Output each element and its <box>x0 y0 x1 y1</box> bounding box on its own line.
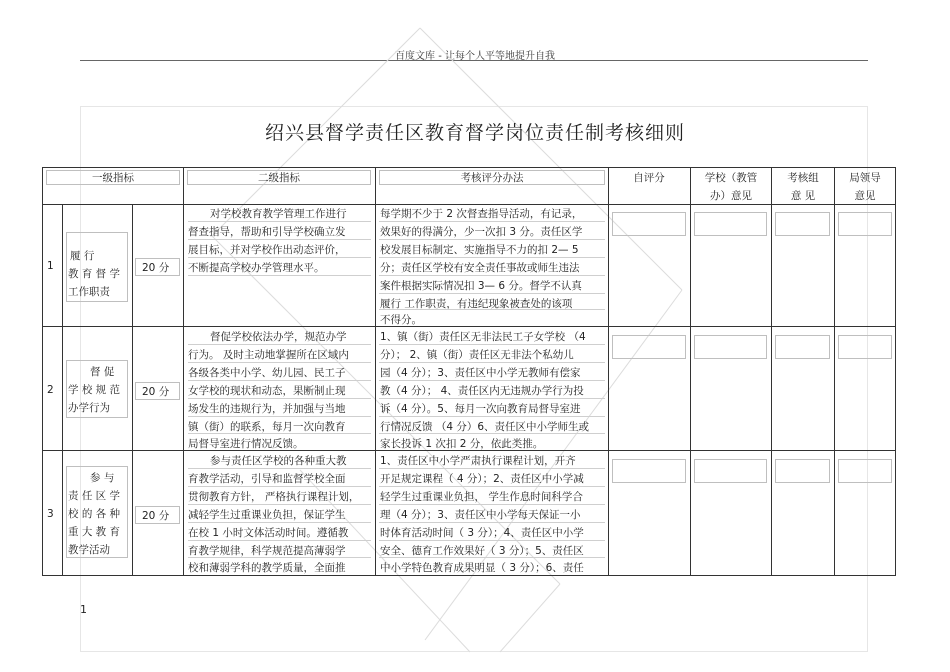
col-divider-self <box>608 167 609 575</box>
underline <box>188 275 371 276</box>
method-line: 每学期不少于 2 次督查指导活动，有记录， <box>380 208 583 220</box>
method-line: 1、责任区中小学严肃执行课程计划，开齐 <box>380 455 576 467</box>
level2-line: 镇（街）的联系，每月一次向教育 <box>188 421 346 433</box>
row-name-line: 责 任 区 学 <box>68 490 121 502</box>
school-opinion-field[interactable] <box>694 459 767 483</box>
underline <box>188 522 371 523</box>
underline <box>379 275 605 276</box>
header-self: 自评分 <box>633 172 665 184</box>
header-group-line1: 考核组 <box>787 172 819 184</box>
self-score-field[interactable] <box>612 335 686 359</box>
leader-opinion-field[interactable] <box>838 335 892 359</box>
col-divider-level2 <box>183 167 184 575</box>
underline <box>188 416 371 417</box>
level2-line: 各级各类中小学、幼儿园、民工子 <box>188 367 346 379</box>
method-line: 分；责任区学校有安全责任事故或师生违法 <box>380 262 580 274</box>
row-name-line: 履 行 <box>70 250 95 262</box>
row1-bottom-border <box>42 326 896 327</box>
method-line: 行情况反馈 （4 分）6、责任区中小学师生或 <box>380 421 590 433</box>
underline <box>188 557 371 558</box>
level2-line: 督查指导，帮助和引导学校确立发 <box>188 226 346 238</box>
group-opinion-field[interactable] <box>775 335 830 359</box>
header-leader-line2: 意见 <box>854 190 876 202</box>
level2-line: 参与责任区学校的各种重大教 <box>210 455 347 467</box>
row-name-line: 教 育 督 学 <box>68 268 121 280</box>
level2-line: 局督导室进行情况反馈。 <box>188 438 304 450</box>
header-leader-line1: 局领导 <box>849 172 881 184</box>
header-bottom-border <box>42 204 896 205</box>
level2-line: 行为。 及时主动地掌握所在区域内 <box>188 349 349 361</box>
row-name-line: 参 与 <box>90 472 115 484</box>
row-name-line: 学 校 规 范 <box>68 384 121 396</box>
row-name-line: 校 的 各 种 <box>68 508 121 520</box>
method-line: 校发展目标制定、实施指导不力的扣 2— 5 <box>380 244 579 256</box>
underline <box>379 504 605 505</box>
self-score-field[interactable] <box>612 459 686 483</box>
level2-line: 在校 1 小时文体活动时间。遵循教 <box>188 527 349 539</box>
underline <box>188 540 371 541</box>
underline <box>379 468 605 469</box>
underline <box>379 344 605 345</box>
group-opinion-field[interactable] <box>775 459 830 483</box>
page-number: 1 <box>80 603 87 616</box>
table-left-border <box>42 167 43 575</box>
level2-line: 校和薄弱学科的教学质量，全面推 <box>188 562 346 574</box>
row-name-line: 办学行为 <box>68 402 110 414</box>
underline <box>188 344 371 345</box>
header-rule <box>80 60 868 61</box>
table-right-border <box>895 167 896 575</box>
row-name-line: 教学活动 <box>68 544 110 556</box>
underline <box>379 221 605 222</box>
underline <box>188 433 371 434</box>
level2-line: 育教学规律，科学规范提高薄弱学 <box>188 545 346 557</box>
underline <box>379 239 605 240</box>
table-bottom-border <box>42 575 896 576</box>
level2-line: 场发生的违规行为，并加强与当地 <box>188 403 346 415</box>
level2-line: 对学校教育教学管理工作进行 <box>210 208 347 220</box>
underline <box>379 398 605 399</box>
underline <box>379 293 605 294</box>
underline <box>188 486 371 487</box>
underline <box>379 486 605 487</box>
school-opinion-field[interactable] <box>694 212 767 236</box>
method-line: 1、镇（街）责任区无非法民工子女学校 （4 <box>380 331 586 343</box>
group-opinion-field[interactable] <box>775 212 830 236</box>
level2-line: 不断提高学校办学管理水平。 <box>188 262 325 274</box>
col-divider-score <box>132 204 133 575</box>
header-method: 考核评分办法 <box>460 172 524 184</box>
col-divider-school <box>690 167 691 575</box>
method-line: 安全、德育工作效果好（ 3 分）；5、责任区 <box>380 545 584 557</box>
underline <box>379 522 605 523</box>
underline <box>379 362 605 363</box>
row-score: 20 分 <box>142 262 170 274</box>
self-score-field[interactable] <box>612 212 686 236</box>
row-number: 1 <box>47 260 54 272</box>
row-score: 20 分 <box>142 386 170 398</box>
school-opinion-field[interactable] <box>694 335 767 359</box>
underline <box>379 309 605 310</box>
underline <box>188 398 371 399</box>
underline <box>188 239 371 240</box>
row-name-line: 督 促 <box>90 366 115 378</box>
method-line: 轻学生过重课业负担， 学生作息时间科学合 <box>380 491 583 503</box>
underline <box>188 362 371 363</box>
method-line: 中小学特色教育成果明显（ 3 分）；6、责任 <box>380 562 584 574</box>
header-school-line2: 办）意见 <box>710 190 752 202</box>
col-divider-leader <box>834 167 835 575</box>
method-line: 案件根据实际情况扣 3— 6 分。督学不认真 <box>380 280 582 292</box>
level2-line: 育教学活动，引导和监督学校全面 <box>188 473 346 485</box>
method-line: 诉（4 分）。5、每月一次向教育局督导室进 <box>380 403 581 415</box>
method-line: 家长投诉 1 次扣 2 分，依此类推。 <box>380 438 544 450</box>
page-header-text: 百度文库 - 让每个人平等地提升自我 <box>395 51 555 62</box>
col-divider-number <box>62 204 63 575</box>
col-divider-method <box>375 167 376 575</box>
underline <box>379 257 605 258</box>
method-line: 理（4 分）；3、责任区中小学每天保证一小 <box>380 509 581 521</box>
underline <box>188 257 371 258</box>
document-title: 绍兴县督学责任区教育督学岗位责任制考核细则 <box>264 122 685 144</box>
method-line: 不得分。 <box>380 314 422 326</box>
method-line: 教（4 分）； 4、责任区内无违规办学行为投 <box>380 385 584 397</box>
underline <box>379 380 605 381</box>
method-line: 开足规定课程（ 4 分）；2、责任区中小学减 <box>380 473 584 485</box>
underline <box>379 557 605 558</box>
level2-line: 贯彻教育方针， 严格执行课程计划， <box>188 491 360 503</box>
row-name-line: 工作职责 <box>68 286 110 298</box>
underline <box>379 416 605 417</box>
underline <box>379 433 605 434</box>
col-divider-group <box>771 167 772 575</box>
level2-line: 减轻学生过重课业负担，保证学生 <box>188 509 346 521</box>
level2-line: 督促学校依法办学，规范办学 <box>210 331 347 343</box>
method-line: 分）； 2、镇（街）责任区无非法个私幼儿 <box>380 349 574 361</box>
row-number: 2 <box>47 384 54 396</box>
row-number: 3 <box>47 508 54 520</box>
header-group-line2: 意 见 <box>790 190 816 202</box>
header-level2: 二级指标 <box>258 172 300 184</box>
row-score: 20 分 <box>142 510 170 522</box>
underline <box>188 468 371 469</box>
level2-line: 展目标，并对学校作出动态评价， <box>188 244 346 256</box>
underline <box>188 380 371 381</box>
method-line: 园（4 分）；3、责任区中小学无教师有偿家 <box>380 367 581 379</box>
header-level1: 一级指标 <box>92 172 134 184</box>
method-line: 履行 工作职责，有违纪现象被查处的该项 <box>380 298 573 310</box>
method-line: 时体育活动时间（ 3 分）；4、责任区中小学 <box>380 527 584 539</box>
underline <box>379 540 605 541</box>
header-school-line1: 学校（教管 <box>704 172 758 184</box>
leader-opinion-field[interactable] <box>838 459 892 483</box>
table-top-border <box>42 167 896 168</box>
underline <box>188 504 371 505</box>
level2-line: 女学校的现状和动态，果断制止现 <box>188 385 346 397</box>
row-name-line: 重 大 教 育 <box>68 526 121 538</box>
leader-opinion-field[interactable] <box>838 212 892 236</box>
underline <box>188 221 371 222</box>
method-line: 效果好的得满分，少一次扣 3 分。责任区学 <box>380 226 583 238</box>
